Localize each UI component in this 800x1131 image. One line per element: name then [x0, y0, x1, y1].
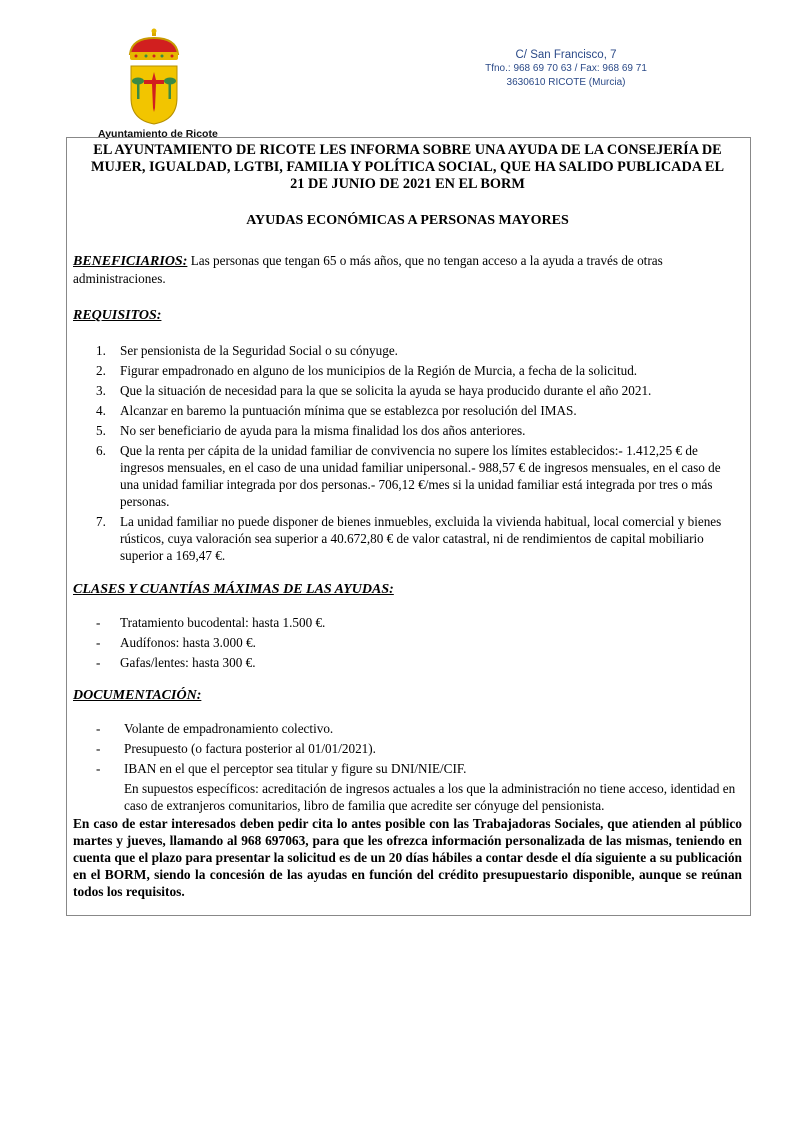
item-number: 4.: [96, 403, 106, 418]
requisitos-heading: REQUISITOS:: [73, 308, 162, 323]
dash-bullet: -: [96, 655, 101, 670]
item-text: Que la situación de necesidad para la que se solicita la ayuda se haya producido durante el año 2021.: [120, 383, 652, 398]
requisito-item: [73, 362, 742, 379]
item-text: Alcanzar en baremo la puntuación mínima que se establezca por resolución del IMAS.: [120, 403, 577, 418]
item-number: 5.: [96, 423, 106, 438]
requisito-item: [73, 402, 742, 419]
documentacion-item: [73, 740, 742, 757]
requisito-item: [73, 513, 742, 564]
item-text: Figurar empadronado en alguno de los municipios de la Región de Murcia, a fecha de la solicitud.: [120, 363, 638, 378]
address-phone-fax: Tfno.: 968 69 70 63 / Fax: 968 69 71: [485, 63, 647, 74]
clases-list: [73, 614, 742, 671]
dash-bullet: -: [96, 741, 101, 756]
clase-item: [73, 654, 742, 671]
documentacion-item: [73, 720, 742, 737]
address-city: 3630610 RICOTE (Murcia): [506, 77, 626, 88]
documentacion-item: [73, 760, 742, 777]
clases-heading: CLASES Y CUANTÍAS MÁXIMAS DE LAS AYUDAS:: [73, 582, 394, 597]
clase-item: [73, 614, 742, 631]
beneficiarios-text: Las personas que tengan 65 o más años, que no tengan acceso a la ayuda a través de otras administraciones.: [73, 253, 663, 286]
address-street: C/ San Francisco, 7: [515, 49, 617, 61]
dash-bullet: -: [96, 721, 101, 736]
item-text: Gafas/lentes: hasta 300 €.: [120, 655, 256, 670]
dash-bullet: -: [96, 761, 101, 776]
coat-of-arms-icon: [124, 28, 184, 126]
item-text: La unidad familiar no puede disponer de bienes inmuebles, excluida la vivienda habitual, local comercial y bienes rústicos, cuya valoración sea superior a 40.672,80 € de valor catastral, ni de rendimientos de capital mobiliario superior a 169,47 €.: [120, 514, 722, 563]
item-text: No ser beneficiario de ayuda para la misma finalidad los dos años anteriores.: [120, 423, 526, 438]
requisitos-list: [73, 342, 742, 564]
item-number: 1.: [96, 343, 106, 358]
item-text: IBAN en el que el perceptor sea titular y figure su DNI/NIE/CIF.: [124, 761, 467, 776]
item-number: 7.: [96, 514, 106, 529]
item-number: 3.: [96, 383, 106, 398]
title-line: 21 DE JUNIO DE 2021 EN EL BORM: [290, 176, 525, 192]
address-block: [456, 48, 676, 90]
contact-paragraph: En caso de estar interesados deben pedir cita lo antes posible con las Trabajadoras Sociales, que atienden al público martes y jueves, llamando al 968 697063, para que les ofrezca información personalizada de las mismas, teniendo en cuenta que el plazo para presentar la solicitud es de un 20 días hábiles a contar desde el día siguiente a su publicación en el BORM, siendo la concesión de las ayudas en función del crédito presupuestario disponible, aunque se reúnan todos los requisitos.: [73, 816, 742, 899]
title-line: MUJER, IGUALDAD, LGTBI, FAMILIA Y POLÍTICA SOCIAL, QUE HA SALIDO PUBLICADA EL: [91, 159, 724, 175]
requisito-item: [73, 342, 742, 359]
documentacion-heading-row: [73, 686, 742, 704]
requisito-item: [73, 422, 742, 439]
notice-box: [66, 137, 751, 916]
notice-title: [73, 142, 742, 193]
logo-caption: Ayuntamiento de Ricote: [98, 128, 218, 140]
item-text: Volante de empadronamiento colectivo.: [124, 721, 334, 736]
beneficiarios-heading: BENEFICIARIOS:: [73, 254, 188, 269]
item-text: Presupuesto (o factura posterior al 01/01/2021).: [124, 741, 376, 756]
item-text: Tratamiento bucodental: hasta 1.500 €.: [120, 615, 326, 630]
requisito-item: [73, 382, 742, 399]
clases-heading-row: [73, 580, 742, 598]
item-number: 6.: [96, 443, 106, 458]
item-text: Que la renta per cápita de la unidad familiar de convivencia no supere los límites establecidos:- 1.412,25 € de ingresos mensuales, en el caso de una unidad familiar unipersonal.- 988,57 € de ingresos mensuales, en el caso de una unidad familiar integrada por dos personas.- 706,12 €/mes si la unidad familiar está integrada por tres o más personas.: [120, 443, 721, 509]
item-text: Ser pensionista de la Seguridad Social o su cónyuge.: [120, 343, 398, 358]
item-text: Audífonos: hasta 3.000 €.: [120, 635, 256, 650]
beneficiarios-section: [73, 252, 742, 287]
clase-item: [73, 634, 742, 651]
dash-bullet: -: [96, 615, 101, 630]
requisitos-heading-row: [73, 306, 742, 324]
notice-subtitle: AYUDAS ECONÓMICAS A PERSONAS MAYORES: [246, 213, 569, 228]
documentacion-note: En supuestos específicos: acreditación de ingresos actuales a los que la administración no tiene acceso, identidad en caso de extranjeros comunitarios, libro de familia que acredite ser cónyuge del pensionista.: [124, 781, 736, 813]
title-line: EL AYUNTAMIENTO DE RICOTE LES INFORMA SOBRE UNA AYUDA DE LA CONSEJERÍA DE: [93, 142, 722, 158]
requisito-item: [73, 442, 742, 510]
documentacion-list: [73, 720, 742, 777]
item-number: 2.: [96, 363, 106, 378]
dash-bullet: -: [96, 635, 101, 650]
documentacion-heading: DOCUMENTACIÓN:: [73, 688, 202, 703]
